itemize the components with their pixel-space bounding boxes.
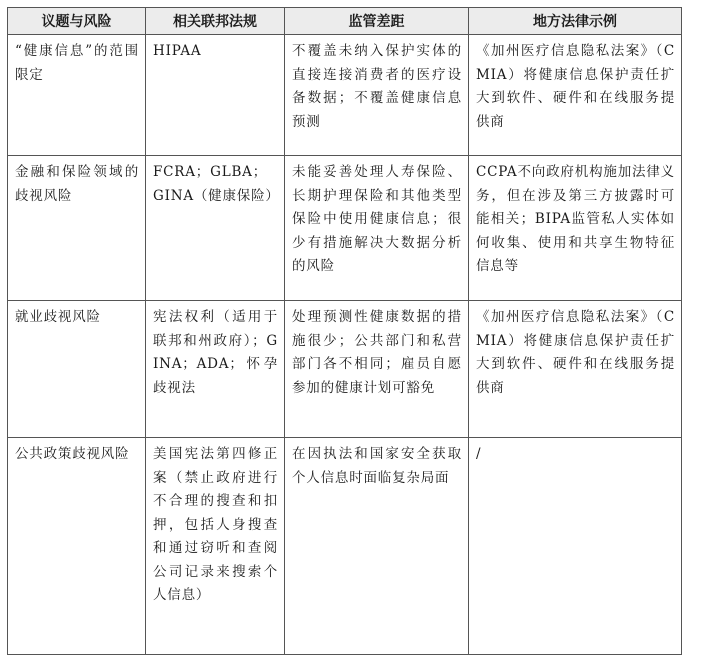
cell-regulatory-gap: 处理预测性健康数据的措施很少；公共部门和私营部门各不相同；雇员自愿参加的健康计划可豁免 xyxy=(285,301,469,438)
cell-federal-law: 宪法权利（适用于联邦和州政府）；GINA；ADA；怀孕歧视法 xyxy=(146,301,285,438)
table-row xyxy=(8,156,682,301)
cell-regulatory-gap: 未能妥善处理人寿保险、长期护理保险和其他类型保险中使用健康信息；很少有措施解决大数据分析的风险 xyxy=(285,156,469,301)
cell-local-law: / xyxy=(469,438,682,655)
header-regulatory-gap: 监管差距 xyxy=(285,8,469,35)
cell-issue: 就业歧视风险 xyxy=(8,301,146,438)
regulation-comparison-table xyxy=(7,7,682,655)
header-issue: 议题与风险 xyxy=(8,8,146,35)
cell-local-law: 《加州医疗信息隐私法案》（CMIA）将健康信息保护责任扩大到软件、硬件和在线服务提供商 xyxy=(469,301,682,438)
cell-local-law: CCPA不向政府机构施加法律义务，但在涉及第三方披露时可能相关；BIPA监管私人实体如何收集、使用和共享生物特征信息等 xyxy=(469,156,682,301)
table-row xyxy=(8,301,682,438)
cell-federal-law: 美国宪法第四修正案（禁止政府进行不合理的搜查和扣押，包括人身搜查和通过窃听和查阅公司记录来搜索个人信息） xyxy=(146,438,285,655)
header-local-law: 地方法律示例 xyxy=(469,8,682,35)
header-federal-law: 相关联邦法规 xyxy=(146,8,285,35)
cell-issue: “健康信息”的范围限定 xyxy=(8,35,146,156)
table-row xyxy=(8,35,682,156)
cell-federal-law: HIPAA xyxy=(146,35,285,156)
cell-regulatory-gap: 在因执法和国家安全获取个人信息时面临复杂局面 xyxy=(285,438,469,655)
table-header-row xyxy=(8,8,682,35)
cell-local-law: 《加州医疗信息隐私法案》（CMIA）将健康信息保护责任扩大到软件、硬件和在线服务提供商 xyxy=(469,35,682,156)
table-row xyxy=(8,438,682,655)
cell-issue: 公共政策歧视风险 xyxy=(8,438,146,655)
cell-federal-law: FCRA；GLBA；GINA（健康保险） xyxy=(146,156,285,301)
cell-issue: 金融和保险领域的歧视风险 xyxy=(8,156,146,301)
cell-regulatory-gap: 不覆盖未纳入保护实体的直接连接消费者的医疗设备数据；不覆盖健康信息预测 xyxy=(285,35,469,156)
